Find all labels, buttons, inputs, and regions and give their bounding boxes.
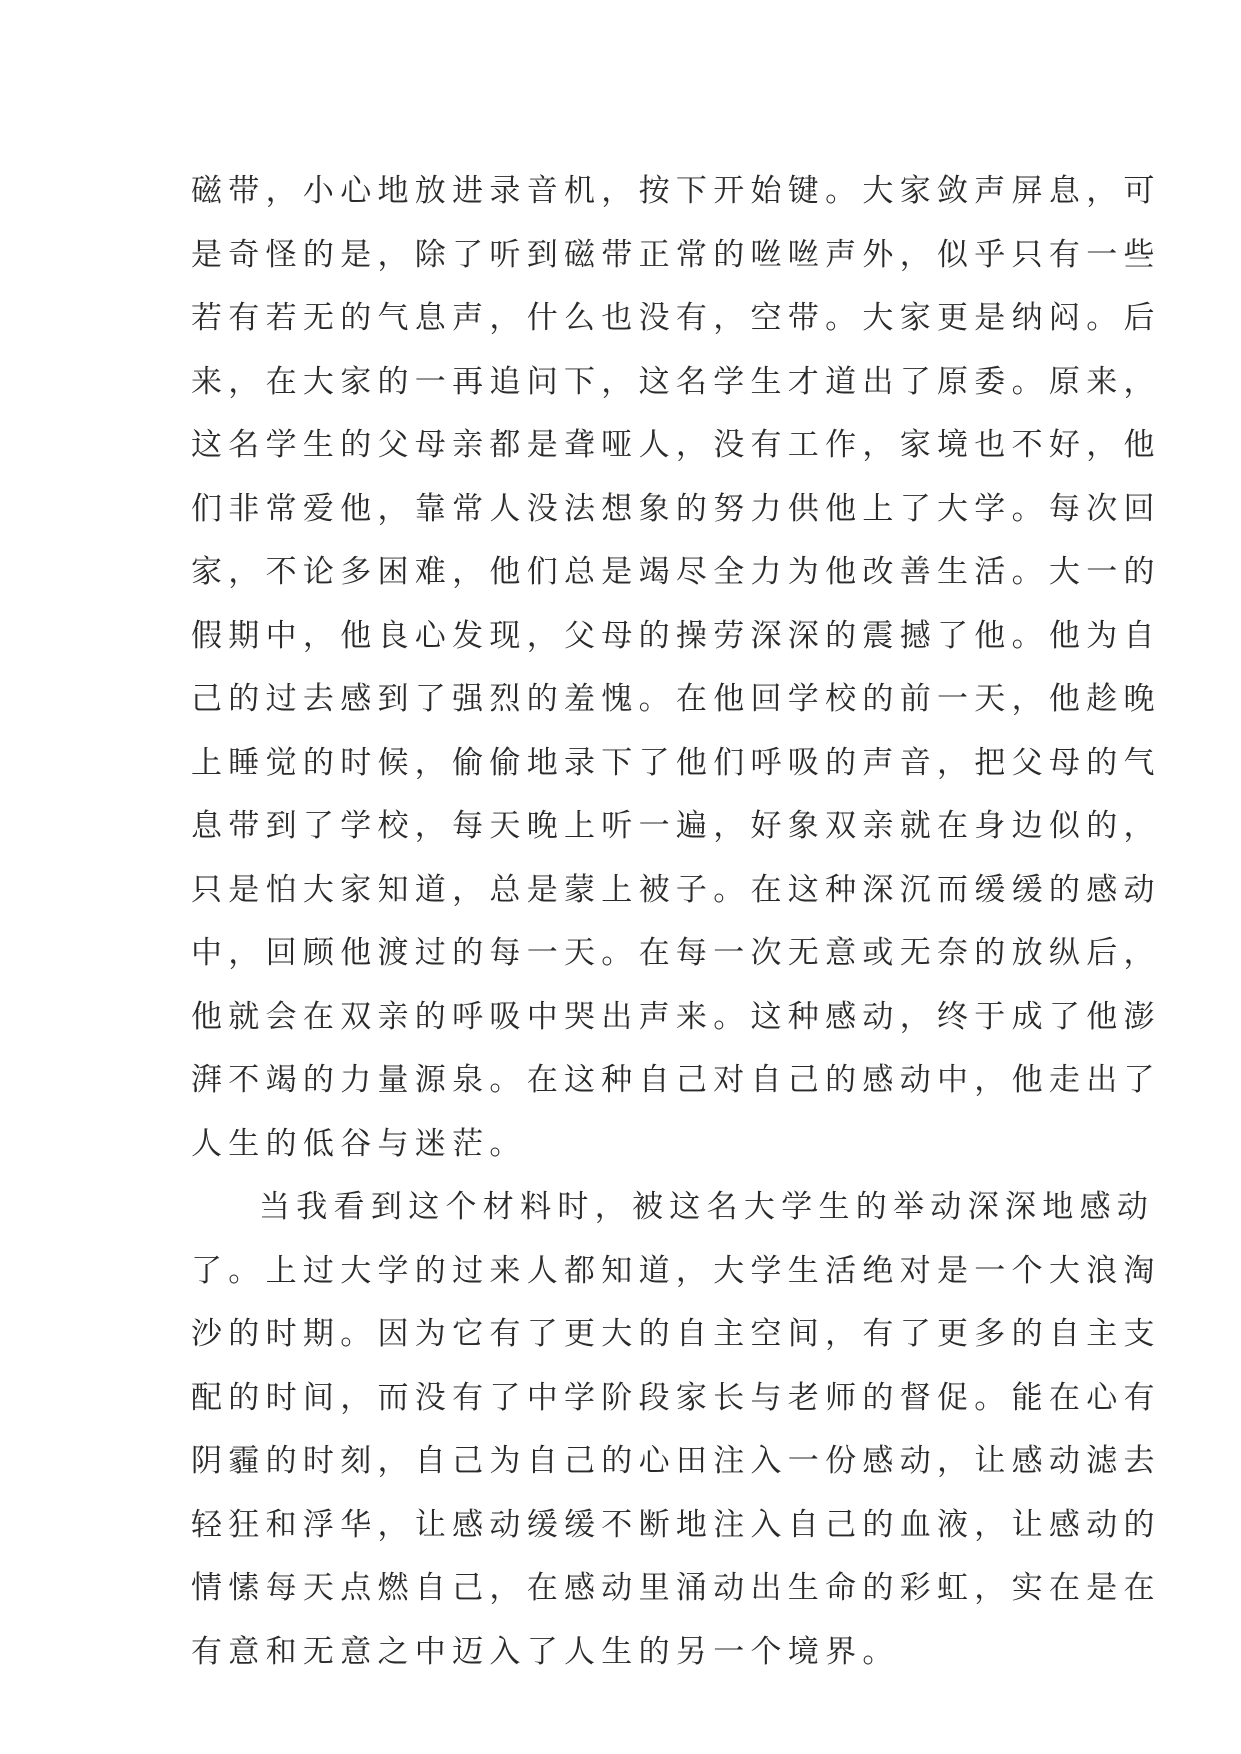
text-line: 假期中，他良心发现，父母的操劳深深的震撼了他。他为自 [191, 617, 1161, 654]
text-line: 阴霾的时刻，自己为自己的心田注入一份感动，让感动滤去 [191, 1443, 1161, 1479]
body-text [191, 160, 1161, 1684]
text-line: 轻狂和浮华，让感动缓缓不断地注入自己的血液，让感动的 [191, 1506, 1161, 1543]
text-line: 情愫每天点燃自己，在感动里涌动出生命的彩虹，实在是在 [191, 1570, 1161, 1606]
text-line: 若有若无的气息声，什么也没有，空带。大家更是纳闷。后 [191, 300, 1161, 336]
text-line: 来，在大家的一再追问下，这名学生才道出了原委。原来， [191, 363, 1161, 400]
text-line: 己的过去感到了强烈的羞愧。在他回学校的前一天，他趁晚 [191, 681, 1161, 717]
text-line: 他就会在双亲的呼吸中哭出声来。这种感动，终于成了他澎 [191, 998, 1161, 1035]
text-line: 湃不竭的力量源泉。在这种自己对自己的感动中，他走出了 [191, 1062, 1161, 1098]
text-line: 沙的时期。因为它有了更大的自主空间，有了更多的自主支 [191, 1316, 1161, 1352]
text-line: 息带到了学校，每天晚上听一遍，好象双亲就在身边似的， [191, 808, 1161, 844]
text-line: 只是怕大家知道，总是蒙上被子。在这种深沉而缓缓的感动 [191, 871, 1161, 908]
text-line: 们非常爱他，靠常人没法想象的努力供他上了大学。每次回 [191, 490, 1161, 527]
text-line: 配的时间，而没有了中学阶段家长与老师的督促。能在心有 [191, 1379, 1161, 1416]
text-line: 中，回顾他渡过的每一天。在每一次无意或无奈的放纵后， [191, 935, 1161, 971]
text-line: 家，不论多困难，他们总是竭尽全力为他改善生活。大一的 [191, 554, 1161, 590]
paragraph-first-line: 当我看到这个材料时，被这名大学生的举动深深地感动 [259, 1189, 1155, 1225]
text-line: 上睡觉的时候，偷偷地录下了他们呼吸的声音，把父母的气 [191, 744, 1161, 781]
text-line: 是奇怪的是，除了听到磁带正常的咝咝声外，似乎只有一些 [191, 236, 1161, 273]
text-line: 这名学生的父母亲都是聋哑人，没有工作，家境也不好，他 [191, 427, 1161, 463]
text-line: 有意和无意之中迈入了人生的另一个境界。 [191, 1633, 900, 1670]
text-line: 人生的低谷与迷茫。 [191, 1125, 527, 1162]
text-line: 了。上过大学的过来人都知道，大学生活绝对是一个大浪淘 [191, 1252, 1161, 1289]
text-line: 磁带，小心地放进录音机，按下开始键。大家敛声屏息，可 [191, 173, 1161, 209]
